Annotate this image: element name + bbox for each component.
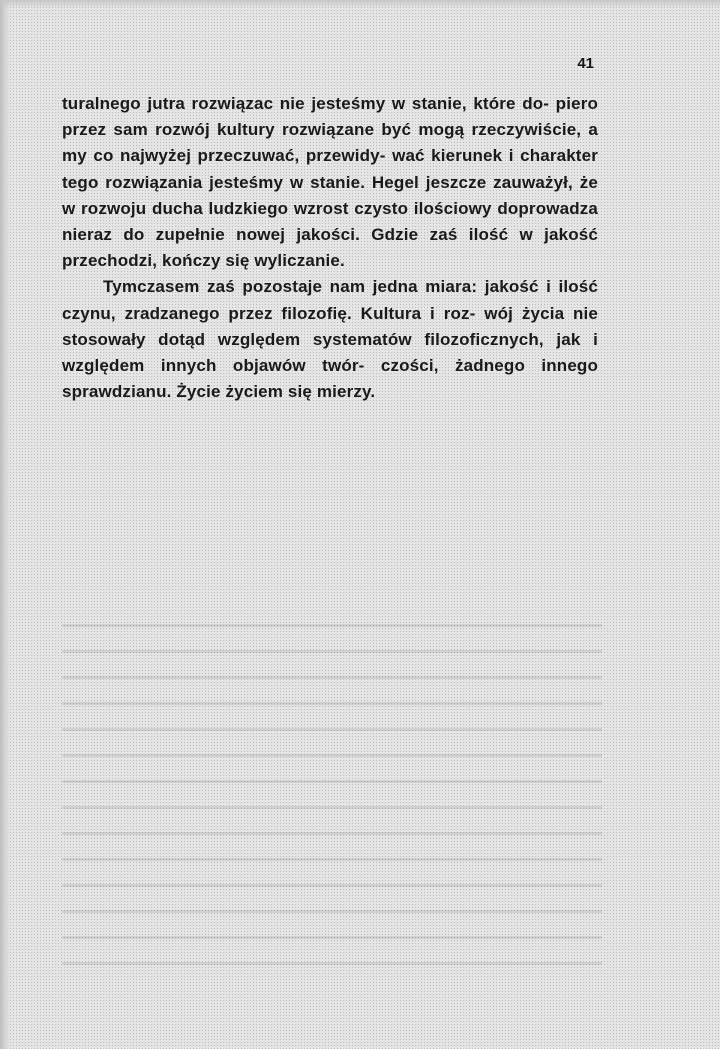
page-top-edge <box>0 0 720 8</box>
paragraph-1: turalnego jutra rozwiązac nie jesteśmy w stanie, które do- piero przez sam rozwój kultury rozwiązane być mogą rzeczywiście, a my co najwyżej przeczuwać, przewidy- wać kierunek i charakter tego rozwiązania jesteśmy w stanie. Hegel jeszcze zauważył, że w rozwoju ducha ludzkiego wzrost czysto ilościowy doprowadza nieraz do zupełnie nowej jakości. Gdzie zaś ilość w jakość przechodzi, kończy się wyliczanie. <box>62 94 598 271</box>
show-through-text <box>62 610 602 970</box>
page-number: 41 <box>577 55 594 72</box>
paragraph-2: Tymczasem zaś pozostaje nam jedna miara: jakość i ilość czynu, zradzanego przez filozofię. Kultura i roz- wój życia nie stosowały dotąd względem systematów filozoficznych, jak i względem innych objawów twór- czości, żadnego innego sprawdzianu. Życie życiem się mierzy. <box>62 277 598 402</box>
body-text <box>62 91 598 405</box>
page-binding-edge <box>0 0 10 1049</box>
